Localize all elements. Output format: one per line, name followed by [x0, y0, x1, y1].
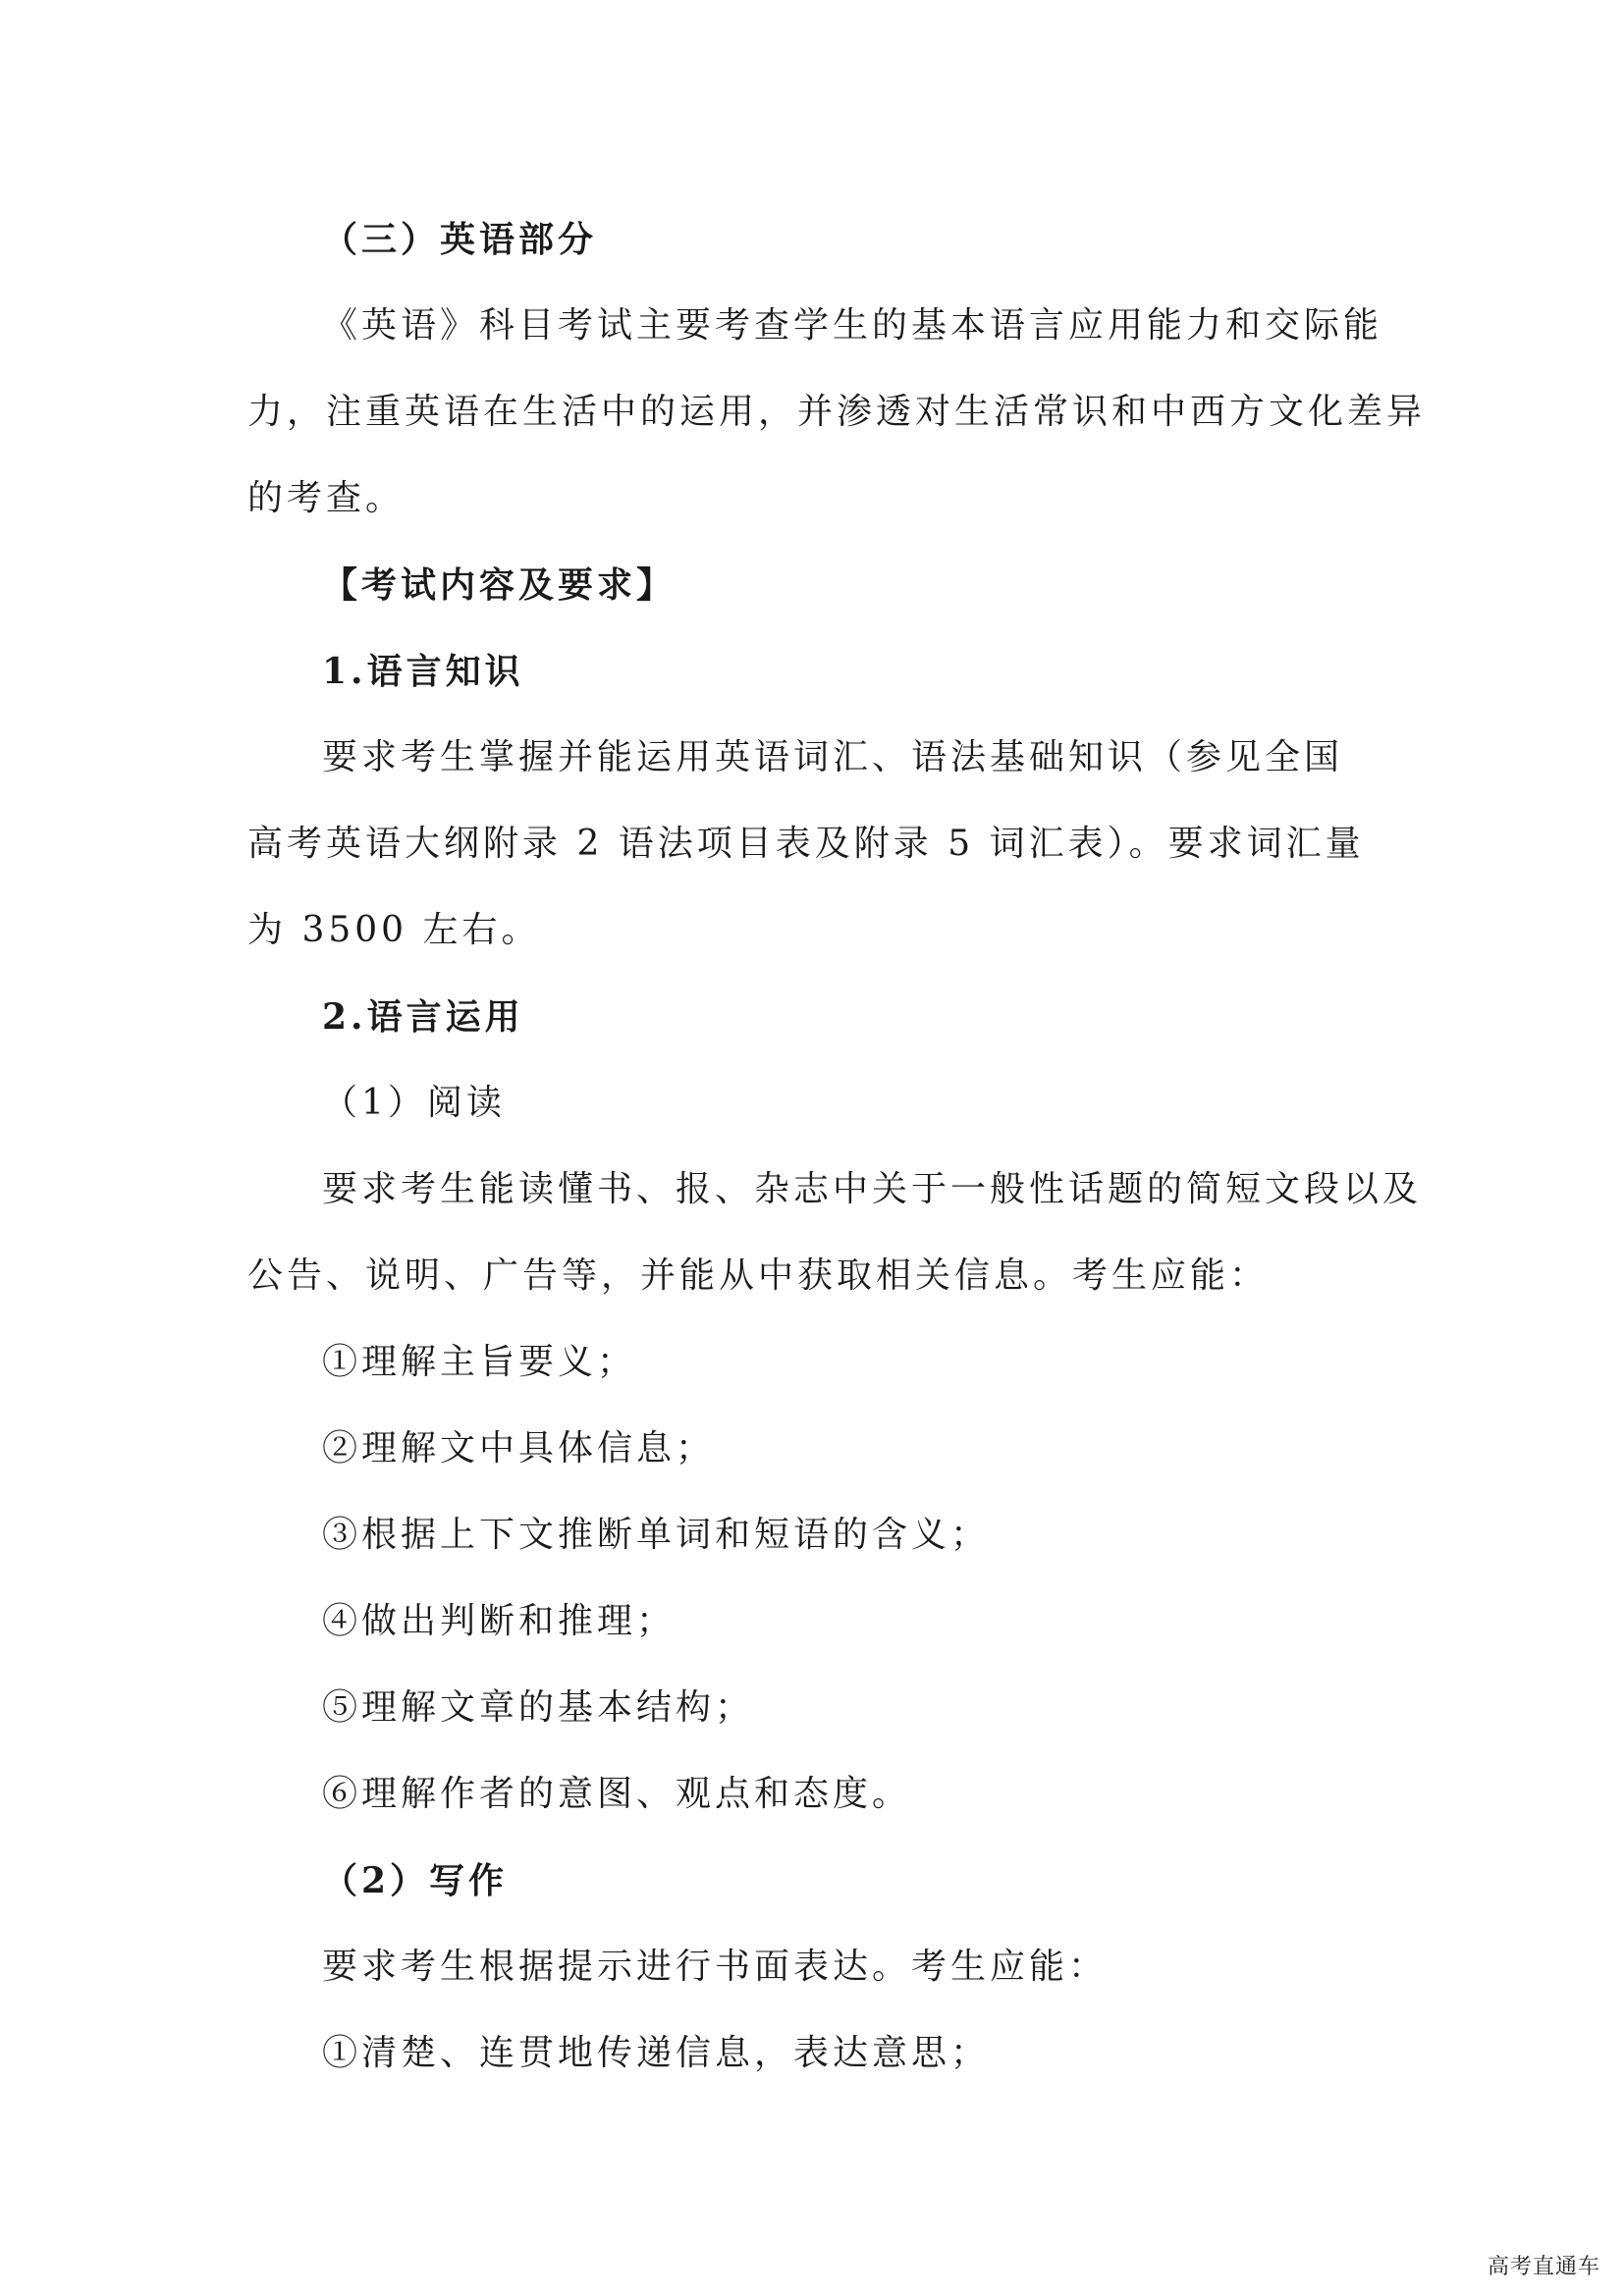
writing-item-1: ①清楚、连贯地传递信息，表达意思；: [322, 2033, 991, 2073]
part1-line-1: 要求考生掌握并能运用英语词汇、语法基础知识（参见全国: [322, 737, 1344, 777]
reading-item-3: ③根据上下文推断单词和短语的含义；: [322, 1515, 991, 1555]
intro-line-1: 《英语》科目考试主要考查学生的基本语言应用能力和交际能: [322, 305, 1383, 346]
reading-line-1: 要求考生能读懂书、报、杂志中关于一般性话题的简短文段以及: [322, 1169, 1423, 1209]
watermark: 高考直通车: [1482, 2248, 1606, 2282]
writing-line-1: 要求考生根据提示进行书面表达。考生应能：: [322, 1947, 1109, 1987]
part1-line-3: 为 3500 左右。: [247, 910, 541, 950]
intro-line-3: 的考查。: [247, 478, 406, 518]
intro-line-2: 力，注重英语在生活中的运用，并渗透对生活常识和中西方文化差异: [247, 392, 1427, 432]
section-heading: （三）英语部分: [322, 219, 598, 260]
reading-item-4: ④做出判断和推理；: [322, 1601, 677, 1641]
reading-item-6: ⑥理解作者的意图、观点和态度。: [322, 1774, 912, 1814]
part2-title: 2.语言运用: [322, 996, 524, 1038]
reading-title: （1）阅读: [322, 1083, 506, 1123]
reading-item-1: ①理解主旨要义；: [322, 1342, 637, 1382]
part1-title: 1.语言知识: [322, 651, 524, 692]
reading-item-2: ②理解文中具体信息；: [322, 1428, 716, 1468]
content-heading: 【考试内容及要求】: [322, 564, 677, 606]
writing-title: （2）写作: [322, 1860, 509, 1901]
reading-item-5: ⑤理解文章的基本结构；: [322, 1687, 755, 1728]
reading-line-2: 公告、说明、广告等，并能从中获取相关信息。考生应能：: [247, 1255, 1270, 1296]
part1-line-2: 高考英语大纲附录 2 语法项目表及附录 5 词汇表）。要求词汇量: [247, 824, 1365, 864]
